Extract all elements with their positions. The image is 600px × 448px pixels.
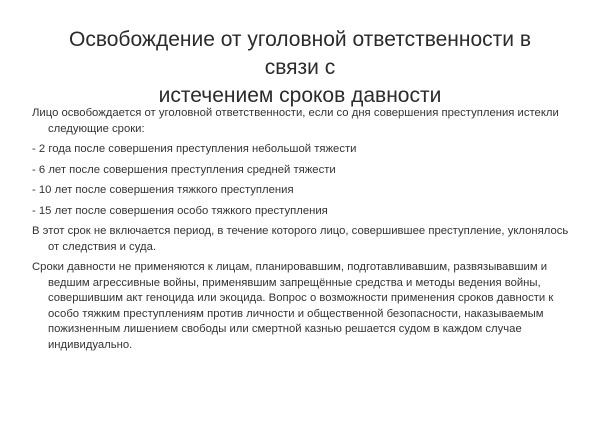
slide-title-line-1: Освобождение от уголовной ответственности в связи с	[68, 28, 532, 79]
slide-title-line-2: истечением сроков давности	[158, 84, 442, 107]
slide-body	[32, 106, 572, 358]
slide-title	[40, 26, 560, 110]
list-item-6-years: - 6 лет после совершения преступления средней тяжести	[32, 163, 336, 176]
list-item-10-years: - 10 лет после совершения тяжкого преступления	[32, 184, 294, 196]
paragraph-exceptions: Сроки давности не применяются к лицам, планировавшим, подготавливавшим, развязывавшим и ведшим агрессивные войны, применявшим запрещённые средства и методы ведения войны, совершившим акт геноцида или экоцида. Вопрос о возможности применения сроков давности к особо тяжким преступлениям против личности и общественной безопасности, наказываемым пожизненным лишением свободы или смертной казнью решается судом в каждом случае индивидуально.	[32, 261, 554, 351]
paragraph-period-exclusion: В этот срок не включается период, в течение которого лицо, совершившее преступление, уклонялось от следствия и суда.	[32, 225, 569, 253]
list-item-2-years: - 2 года после совершения преступления небольшой тяжести	[32, 143, 357, 155]
paragraph-intro: Лицо освобождается от уголовной ответственности, если со дня совершения преступления истекли следующие сроки:	[32, 107, 559, 135]
list-item-15-years: - 15 лет после совершения особо тяжкого преступления	[32, 204, 328, 217]
